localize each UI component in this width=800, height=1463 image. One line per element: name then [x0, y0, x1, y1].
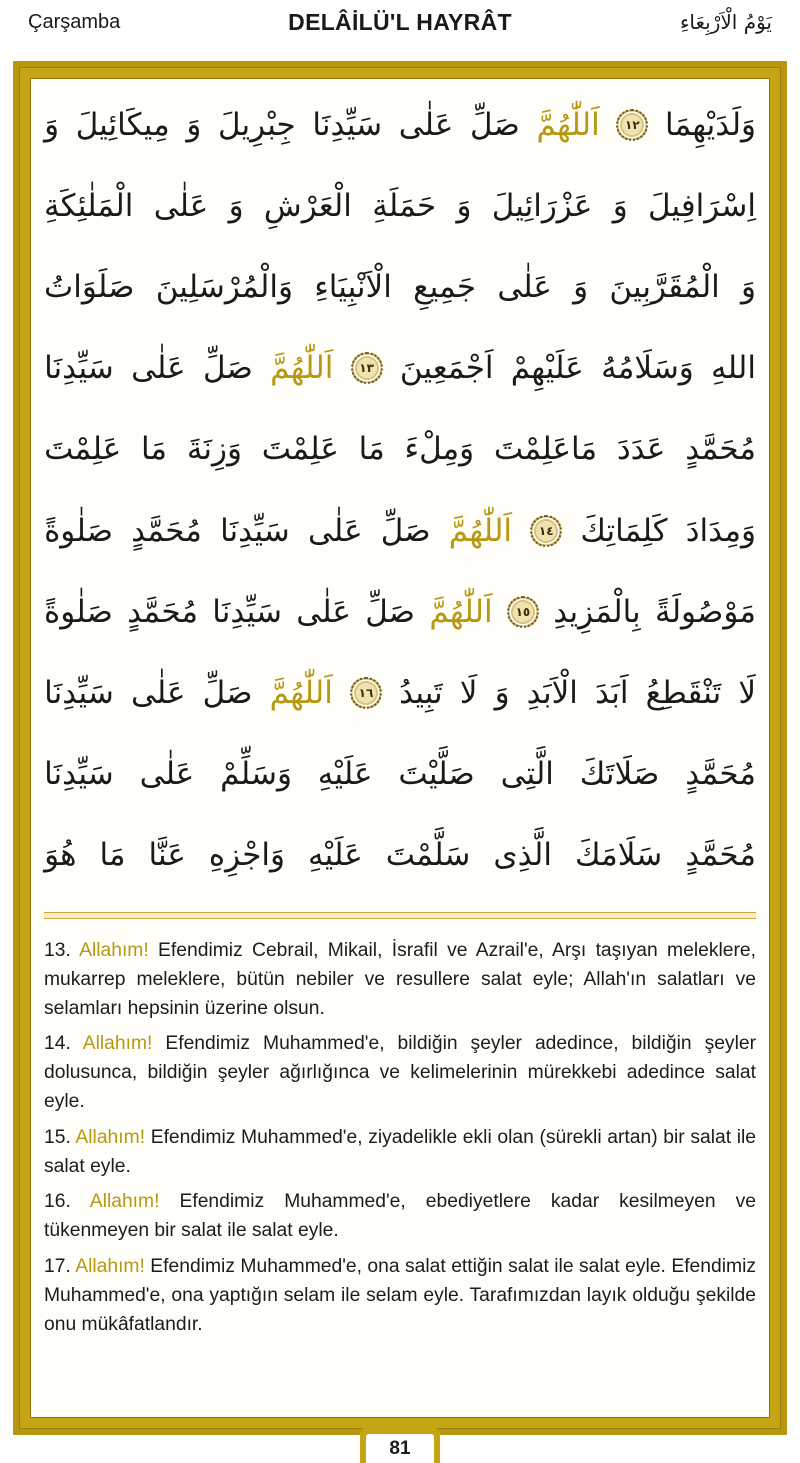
- day-label-arabic: يَوْمُ الْاَرْبِعَاءِ: [680, 10, 772, 34]
- arabic-word: الْاَبَدِ: [526, 674, 578, 711]
- note-number: 16.: [44, 1191, 71, 1213]
- arabic-word: سَيِّدِنَا: [44, 756, 114, 793]
- arabic-word: مُحَمَّدٍ: [685, 431, 756, 468]
- arabic-word: مُحَمَّدٍ: [685, 756, 756, 793]
- arabic-word: صَلِّ: [380, 512, 431, 549]
- page-number: 81: [366, 1434, 434, 1463]
- arabic-word: عَلٰى: [307, 512, 363, 549]
- arabic-word: حَمَلَةِ: [372, 187, 437, 224]
- arabic-word: اَجْمَعِينَ: [399, 350, 494, 387]
- arabic-word: تَبِيدُ: [399, 674, 443, 711]
- arabic-word: مُحَمَّدٍ: [131, 512, 202, 549]
- note-paragraph: [44, 1124, 756, 1182]
- arabic-word: سَيِّدِنَا: [312, 106, 383, 143]
- arabic-word: صَلَاتَكَ: [579, 756, 660, 793]
- arabic-word: مُحَمَّدٍ: [685, 837, 756, 874]
- arabic-word: صَلٰوةً: [44, 593, 113, 630]
- arabic-word: وَلَدَيْهِمَا: [665, 106, 756, 143]
- arabic-word: عَلٰى: [153, 187, 209, 224]
- arabic-word: صَلِّ: [365, 593, 416, 630]
- note-paragraph: [44, 1030, 756, 1116]
- arabic-word: صَلَوَاتُ: [44, 268, 135, 305]
- arabic-word: عَلِمْتَ: [261, 431, 339, 468]
- arabic-word: وَ: [44, 106, 60, 143]
- book-title: DELÂİLÜ'L HAYRÂT: [288, 8, 512, 35]
- verse-marker-rosette: ١٣: [351, 352, 383, 384]
- note-lead-allahim: Allahım!: [82, 1033, 153, 1055]
- arabic-line: [44, 328, 756, 409]
- arabic-line: [44, 246, 756, 327]
- arabic-word: عَلٰى: [398, 106, 454, 143]
- note-text: Efendimiz Muhammed'e, ziyadelikle ekli olan (sürekli artan) bir salat ile salat eyle.: [44, 1126, 757, 1177]
- arabic-word: وَمِدَادَ: [685, 512, 756, 549]
- arabic-word: وَسَلَامُهُ: [601, 350, 694, 387]
- arabic-word: جِبْرِيلَ: [217, 106, 296, 143]
- arabic-word: عَلِمْتَ: [44, 431, 122, 468]
- arabic-word: مَا: [140, 431, 168, 468]
- page-number-tab: [360, 1428, 440, 1463]
- note-paragraph: [44, 1188, 756, 1246]
- note-paragraph: [44, 937, 756, 1023]
- arabic-word: سَيِّدِنَا: [44, 350, 114, 387]
- arabic-word: عَلٰى: [497, 268, 552, 305]
- note-number: 15.: [44, 1126, 71, 1148]
- arabic-word: كَلِمَاتِكَ: [580, 512, 668, 549]
- verse-marker-rosette: ١٤: [530, 515, 562, 547]
- arabic-line: [44, 571, 756, 652]
- arabic-word: عَلَيْهِمْ: [510, 350, 584, 387]
- arabic-word: وَ: [186, 106, 202, 143]
- arabic-word: سَيِّدِنَا: [212, 593, 282, 630]
- arabic-word: عَزْرَائِيلَ: [491, 187, 593, 224]
- arabic-word: عَلَيْهِ: [317, 756, 373, 793]
- arabic-word: صَلِّ: [202, 350, 253, 387]
- arabic-word: مَوْصُولَةً: [654, 593, 756, 630]
- arabic-word: صَلَّيْتَ: [398, 756, 475, 793]
- arabic-word: اِسْرَافِيلَ: [648, 187, 756, 224]
- arabic-word: سَلَّمْتَ: [385, 837, 471, 874]
- allahumma-word: اَللّٰهُمَّ: [536, 106, 600, 143]
- arabic-word: وَ: [612, 187, 628, 224]
- note-text: Efendimiz Cebrail, Mikail, İsrafil ve Azrail'e, Arşı taşıyan meleklere, mukarrep meleklere, bütün nebiler ve resullere salat eyle; Allah'ın salatları ve selamları hepsinin üzerine olsun.: [44, 940, 756, 1019]
- arabic-line: [44, 165, 756, 246]
- arabic-word: وَ: [573, 268, 589, 305]
- arabic-word: صَلِّ: [469, 106, 520, 143]
- arabic-word: الْعَرْشِ: [263, 187, 352, 224]
- arabic-word: الْمَلٰئِكَةِ: [44, 187, 134, 224]
- note-lead-allahim: Allahım!: [75, 1126, 146, 1148]
- arabic-text-block: [44, 84, 756, 896]
- translation-notes: [44, 937, 756, 1346]
- note-number: 17.: [44, 1255, 71, 1277]
- arabic-word: عَدَدَ: [616, 431, 666, 468]
- arabic-word: اللهِ: [711, 350, 756, 387]
- arabic-word: وَزِنَةَ: [186, 431, 243, 468]
- arabic-word: وَ: [228, 187, 244, 224]
- arabic-word: بِالْمَزِيدِ: [553, 593, 641, 630]
- allahumma-word: اَللّٰهُمَّ: [270, 350, 334, 387]
- day-label: Çarşamba: [28, 10, 121, 33]
- note-lead-allahim: Allahım!: [75, 1255, 145, 1277]
- arabic-word: مُحَمَّدٍ: [127, 593, 198, 630]
- arabic-word: تَنْقَطِعُ: [645, 674, 722, 711]
- arabic-word: مِيكَائِيلَ: [75, 106, 170, 143]
- arabic-word: عَلٰى: [130, 674, 186, 711]
- arabic-word: اَبَدَ: [594, 674, 629, 711]
- arabic-word: هُوَ: [44, 837, 77, 874]
- arabic-word: عَلٰى: [139, 756, 195, 793]
- arabic-line: [44, 815, 756, 896]
- arabic-word: عَلَيْهِ: [307, 837, 363, 874]
- arabic-word: سَلَامَكَ: [574, 837, 663, 874]
- arabic-word: وَاجْزِهِ: [208, 837, 285, 874]
- arabic-line: [44, 652, 756, 733]
- arabic-line: [44, 84, 756, 165]
- arabic-word: وَمِلْءَ: [404, 431, 475, 468]
- arabic-word: مَا: [358, 431, 385, 468]
- arabic-word: سَيِّدِنَا: [44, 674, 114, 711]
- arabic-word: الْمُقَرَّبِينَ: [609, 268, 720, 305]
- verse-marker-rosette: ١٦: [350, 677, 382, 709]
- arabic-word: صَلٰوةً: [44, 512, 113, 549]
- section-divider: [44, 912, 756, 919]
- arabic-word: وَسَلِّمْ: [220, 756, 292, 793]
- note-text: Efendimiz Muhammed'e, bildiğin şeyler adedince, bildiğin şeyler dolusunca, bildiğin şeyler ağırlığınca ve kelimelerinin mürekkebi adedince salat eyle.: [44, 1033, 756, 1112]
- note-text: Efendimiz Muhammed'e, ebediyetlere kadar kesilmeyen ve tükenmeyen bir salat ile salat eyle.: [44, 1191, 757, 1242]
- arabic-word: وَالْمُرْسَلِينَ: [155, 268, 293, 305]
- arabic-word: الَّذِى: [493, 837, 552, 874]
- arabic-word: لَا: [738, 674, 756, 711]
- allahumma-word: اَللّٰهُمَّ: [429, 593, 493, 630]
- arabic-word: جَمِيعِ: [413, 268, 477, 305]
- note-lead-allahim: Allahım!: [89, 1191, 160, 1213]
- arabic-word: مَا: [99, 837, 126, 874]
- arabic-word: وَ: [456, 187, 472, 224]
- arabic-word: صَلِّ: [202, 674, 253, 711]
- note-lead-allahim: Allahım!: [79, 940, 149, 961]
- arabic-word: سَيِّدِنَا: [220, 512, 290, 549]
- allahumma-word: اَللّٰهُمَّ: [448, 512, 513, 549]
- arabic-word: عَنَّا: [148, 837, 186, 874]
- arabic-word: مَاعَلِمْتَ: [493, 431, 598, 468]
- allahumma-word: اَللّٰهُمَّ: [269, 674, 333, 711]
- arabic-word: وَ: [494, 674, 510, 711]
- verse-marker-rosette: ١٢: [616, 109, 648, 141]
- note-number: 13.: [44, 940, 71, 961]
- arabic-word: الْاَنْبِيَاءِ: [314, 268, 392, 305]
- arabic-word: الَّتِى: [500, 756, 554, 793]
- arabic-line: [44, 734, 756, 815]
- arabic-line: [44, 490, 756, 571]
- page-header: [0, 0, 800, 44]
- note-paragraph: [44, 1253, 756, 1339]
- arabic-word: عَلٰى: [131, 350, 186, 387]
- verse-marker-rosette: ١٥: [507, 596, 539, 628]
- note-text: Efendimiz Muhammed'e, ona salat ettiğin salat ile salat eyle. Efendimiz Muhammed'e, ona yaptığın selam ile selam eyle. Tarafımızdan layık olduğu şekilde onu mükâfatlandır.: [44, 1255, 756, 1335]
- note-number: 14.: [44, 1033, 71, 1055]
- arabic-word: لَا: [459, 674, 478, 711]
- arabic-line: [44, 409, 756, 490]
- arabic-word: عَلٰى: [296, 593, 351, 630]
- arabic-word: وَ: [741, 268, 756, 305]
